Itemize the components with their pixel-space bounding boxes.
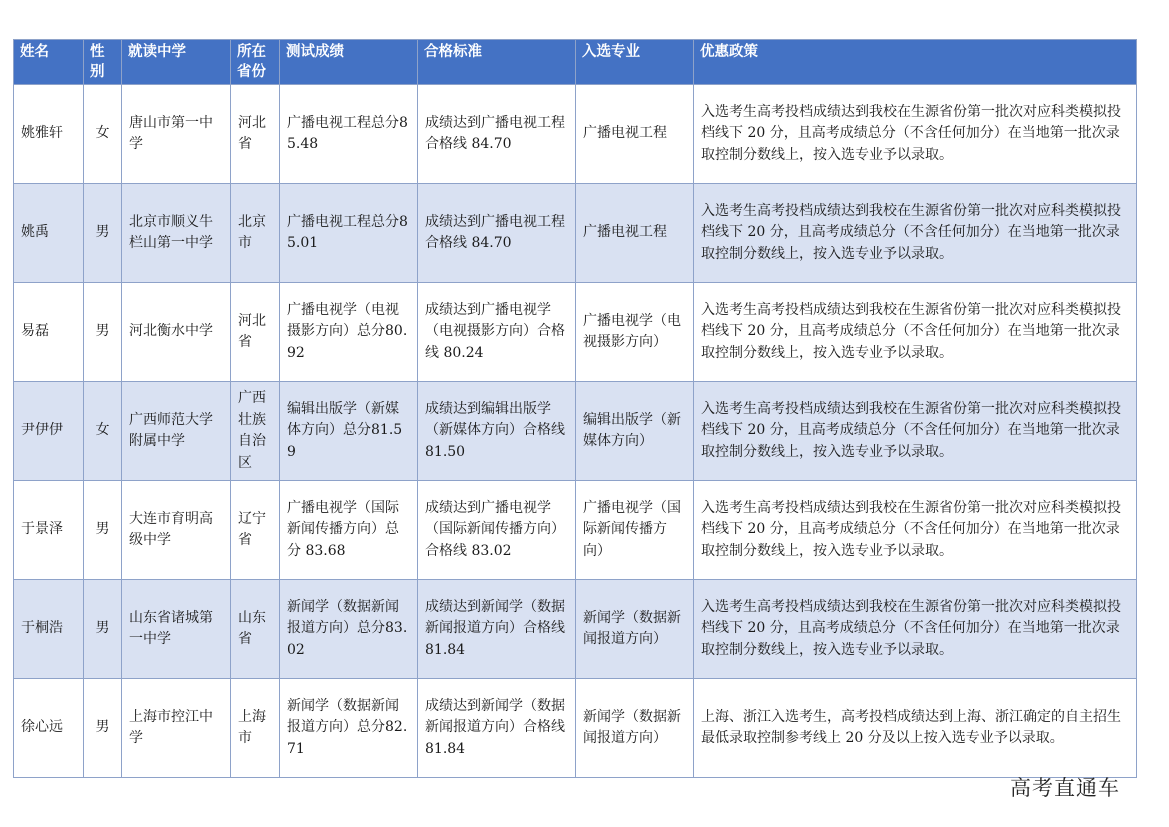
cell-policy: 入选考生高考投档成绩达到我校在生源省份第一批次对应科类模拟投档线下 20 分，且高考成绩总分（不含任何加分）在当地第一批次录取控制分数线上，按入选专业予以录取。 [694,85,1137,184]
cell-qualify-standard: 成绩达到广播电视学（电视摄影方向）合格线 80.24 [418,283,576,382]
cell-gender: 男 [84,679,122,778]
cell-test-score: 新闻学（数据新闻报道方向）总分82.71 [280,679,418,778]
table-row [14,481,1137,580]
cell-school: 上海市控江中学 [122,679,231,778]
cell-province: 上海市 [231,679,280,778]
header-qualify-standard: 合格标准 [418,40,576,85]
cell-major: 广播电视学（电视摄影方向） [576,283,694,382]
cell-name: 徐心远 [14,679,84,778]
cell-name: 易磊 [14,283,84,382]
cell-gender: 男 [84,184,122,283]
cell-major: 广播电视工程 [576,85,694,184]
table-row [14,382,1137,481]
cell-gender: 男 [84,481,122,580]
cell-test-score: 广播电视工程总分85.01 [280,184,418,283]
header-school: 就读中学 [122,40,231,85]
cell-gender: 男 [84,580,122,679]
table-row [14,283,1137,382]
cell-qualify-standard: 成绩达到广播电视工程合格线 84.70 [418,85,576,184]
cell-name: 于景泽 [14,481,84,580]
cell-name: 姚雅轩 [14,85,84,184]
cell-major: 新闻学（数据新闻报道方向） [576,679,694,778]
cell-province: 北京市 [231,184,280,283]
header-policy: 优惠政策 [694,40,1137,85]
cell-major: 广播电视学（国际新闻传播方向） [576,481,694,580]
cell-policy: 入选考生高考投档成绩达到我校在生源省份第一批次对应科类模拟投档线下 20 分，且高考成绩总分（不含任何加分）在当地第一批次录取控制分数线上，按入选专业予以录取。 [694,382,1137,481]
cell-province: 山东省 [231,580,280,679]
cell-gender: 女 [84,382,122,481]
header-gender: 性别 [84,40,122,85]
cell-province: 辽宁省 [231,481,280,580]
cell-qualify-standard: 成绩达到广播电视工程合格线 84.70 [418,184,576,283]
table-body [14,85,1137,778]
cell-qualify-standard: 成绩达到新闻学（数据新闻报道方向）合格线 81.84 [418,580,576,679]
watermark: 高考直通车 [1010,776,1120,800]
header-major: 入选专业 [576,40,694,85]
cell-school: 大连市育明高级中学 [122,481,231,580]
cell-name: 姚禹 [14,184,84,283]
cell-policy: 入选考生高考投档成绩达到我校在生源省份第一批次对应科类模拟投档线下 20 分，且高考成绩总分（不含任何加分）在当地第一批次录取控制分数线上，按入选专业予以录取。 [694,283,1137,382]
cell-province: 河北省 [231,283,280,382]
cell-school: 北京市顺义牛栏山第一中学 [122,184,231,283]
cell-qualify-standard: 成绩达到新闻学（数据新闻报道方向）合格线 81.84 [418,679,576,778]
cell-qualify-standard: 成绩达到编辑出版学（新媒体方向）合格线 81.50 [418,382,576,481]
table-row [14,580,1137,679]
cell-policy: 上海、浙江入选考生，高考投档成绩达到上海、浙江确定的自主招生最低录取控制参考线上 20 分及以上按入选专业予以录取。 [694,679,1137,778]
cell-school: 唐山市第一中学 [122,85,231,184]
header-name: 姓名 [14,40,84,85]
cell-school: 山东省诸城第一中学 [122,580,231,679]
cell-school: 广西师范大学附属中学 [122,382,231,481]
cell-name: 于桐浩 [14,580,84,679]
cell-name: 尹伊伊 [14,382,84,481]
cell-test-score: 广播电视学（国际新闻传播方向）总分 83.68 [280,481,418,580]
cell-major: 新闻学（数据新闻报道方向） [576,580,694,679]
cell-major: 编辑出版学（新媒体方向） [576,382,694,481]
cell-test-score: 编辑出版学（新媒体方向）总分81.59 [280,382,418,481]
cell-major: 广播电视工程 [576,184,694,283]
cell-policy: 入选考生高考投档成绩达到我校在生源省份第一批次对应科类模拟投档线下 20 分，且高考成绩总分（不含任何加分）在当地第一批次录取控制分数线上，按入选专业予以录取。 [694,580,1137,679]
cell-policy: 入选考生高考投档成绩达到我校在生源省份第一批次对应科类模拟投档线下 20 分，且高考成绩总分（不含任何加分）在当地第一批次录取控制分数线上，按入选专业予以录取。 [694,184,1137,283]
cell-test-score: 新闻学（数据新闻报道方向）总分83.02 [280,580,418,679]
header-row [14,40,1137,85]
cell-qualify-standard: 成绩达到广播电视学（国际新闻传播方向）合格线 83.02 [418,481,576,580]
header-test-score: 测试成绩 [280,40,418,85]
cell-policy: 入选考生高考投档成绩达到我校在生源省份第一批次对应科类模拟投档线下 20 分，且高考成绩总分（不含任何加分）在当地第一批次录取控制分数线上，按入选专业予以录取。 [694,481,1137,580]
cell-province: 河北省 [231,85,280,184]
cell-province: 广西壮族自治区 [231,382,280,481]
header-province: 所在省份 [231,40,280,85]
table-row [14,679,1137,778]
cell-test-score: 广播电视工程总分85.48 [280,85,418,184]
table-row [14,184,1137,283]
table-header [14,40,1137,85]
cell-school: 河北衡水中学 [122,283,231,382]
cell-gender: 男 [84,283,122,382]
cell-gender: 女 [84,85,122,184]
cell-test-score: 广播电视学（电视摄影方向）总分80.92 [280,283,418,382]
table-row [14,85,1137,184]
admission-table [13,39,1137,778]
